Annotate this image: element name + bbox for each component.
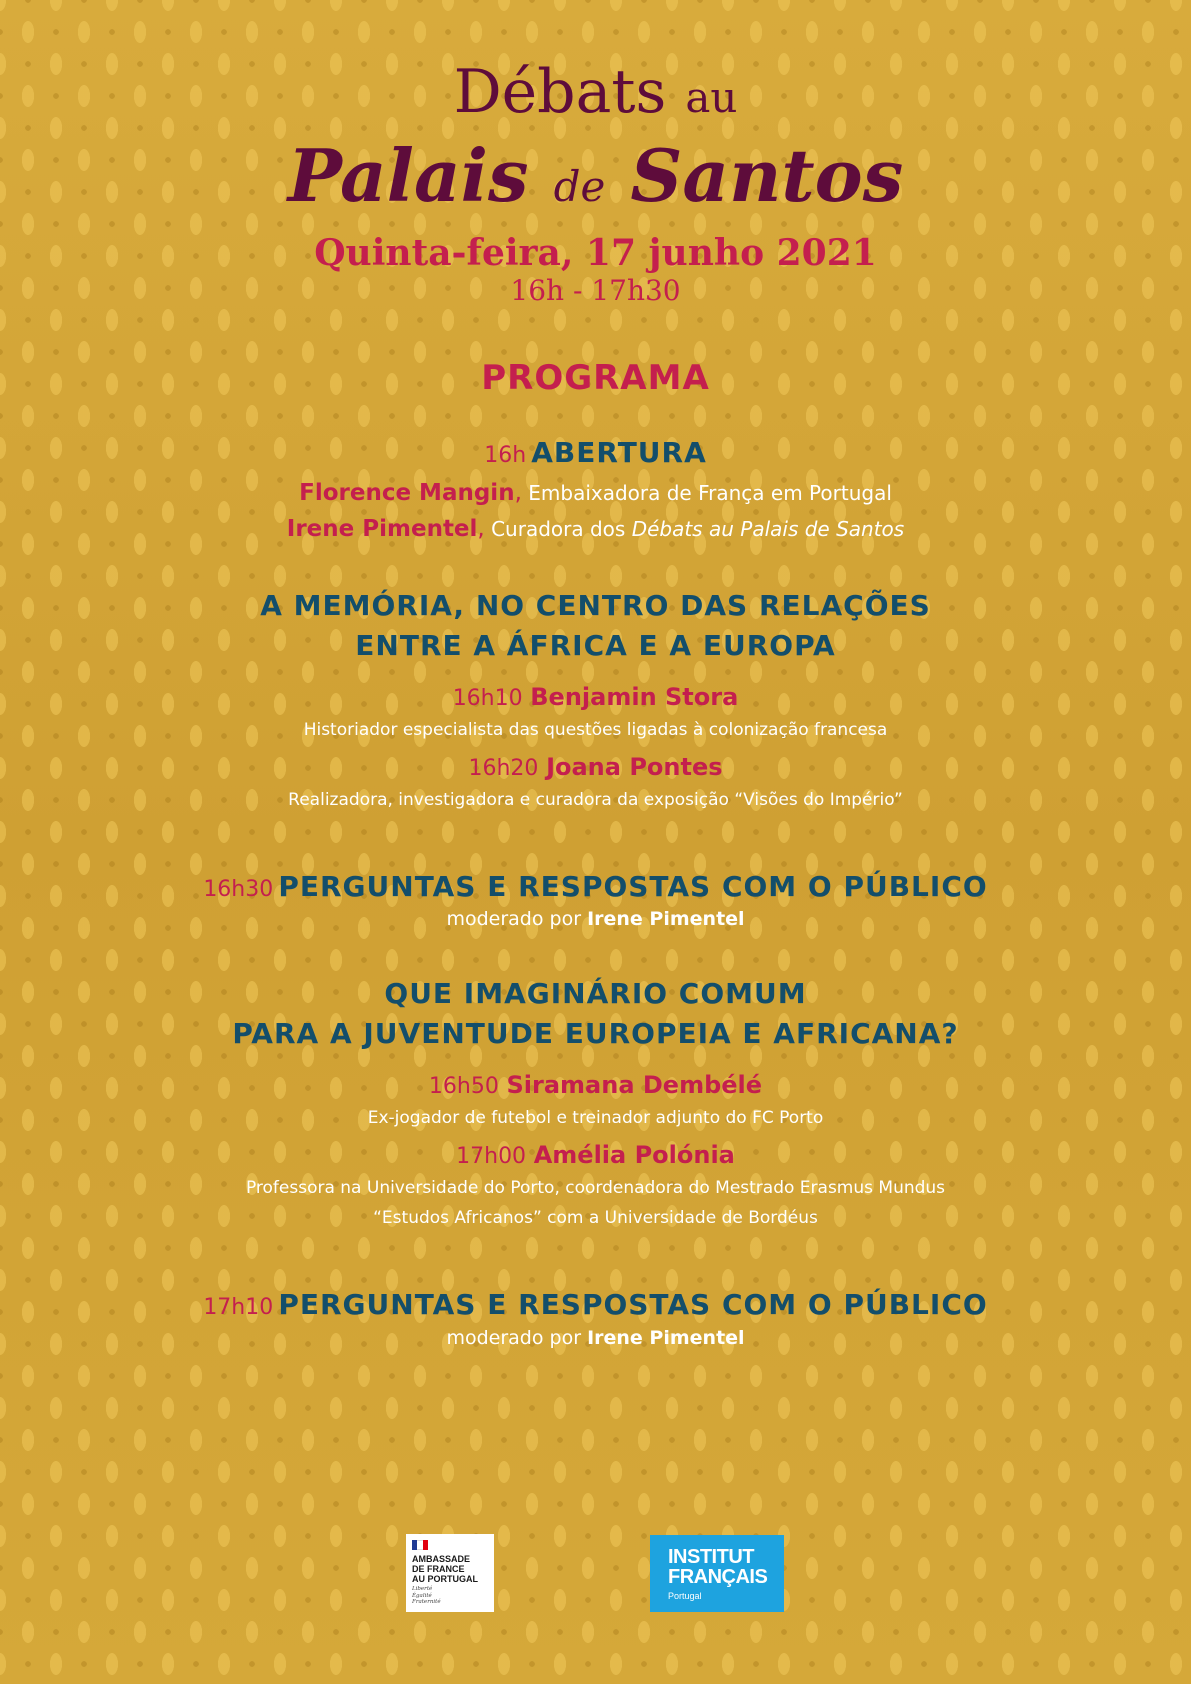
speaker-time: 16h50 xyxy=(428,1074,499,1099)
event-date: Quinta-feira, 17 junho 2021 xyxy=(314,232,877,274)
qa2-moderator xyxy=(0,1327,1191,1349)
institut-francais-logo xyxy=(650,1535,784,1612)
speaker-name: Joana Pontes xyxy=(546,753,723,781)
republic-motto xyxy=(412,1586,472,1606)
speaker-role: Curadora dos xyxy=(484,517,632,541)
title-au: au xyxy=(685,73,738,122)
qa1-title: PERGUNTAS E RESPOSTAS COM O PÚBLICO xyxy=(278,870,988,903)
section2-speaker-1 xyxy=(0,1071,1191,1099)
section2-speaker-2-desc2: “Estudos Africanos” com a Universidade de Bordéus xyxy=(373,1208,818,1228)
programa-heading: PROGRAMA xyxy=(481,358,710,398)
qa2-heading xyxy=(0,1288,1191,1321)
qa1-time: 16h30 xyxy=(203,877,274,902)
title-santos: Santos xyxy=(630,133,904,218)
francais-line: FRANÇAIS xyxy=(668,1566,768,1588)
abertura-speaker-2 xyxy=(0,516,1191,542)
separator: , xyxy=(514,480,522,506)
moderated-by: moderado por xyxy=(446,1327,582,1349)
speaker-time: 16h10 xyxy=(452,686,523,711)
section2-title-line1: QUE IMAGINÁRIO COMUM xyxy=(384,977,807,1010)
ambassade-de-france-logo xyxy=(406,1534,494,1612)
ambassade-text xyxy=(412,1554,492,1584)
ambassade-line: DE FRANCE xyxy=(412,1564,465,1574)
qa1-heading xyxy=(0,870,1191,903)
ambassade-line: AU PORTUGAL xyxy=(412,1574,478,1584)
abertura-time: 16h xyxy=(484,443,527,468)
section2-title-line2: PARA A JUVENTUDE EUROPEIA E AFRICANA? xyxy=(232,1017,959,1050)
motto-line: Liberté xyxy=(412,1586,433,1592)
section2-speaker-2-desc: Professora na Universidade do Porto, coordenadora do Mestrado Erasmus Mundus xyxy=(245,1178,946,1198)
qa2-title: PERGUNTAS E RESPOSTAS COM O PÚBLICO xyxy=(278,1288,988,1321)
abertura-title: ABERTURA xyxy=(531,436,707,469)
qa2-time: 17h10 xyxy=(203,1295,274,1320)
portugal-line: Portugal xyxy=(668,1591,702,1601)
section1-speaker-1 xyxy=(0,683,1191,711)
speaker-role: Embaixadora de França em Portugal xyxy=(521,481,892,505)
section2-speaker-1-desc: Ex-jogador de futebol e treinador adjunto do FC Porto xyxy=(367,1108,824,1128)
event-hours: 16h - 17h30 xyxy=(510,274,681,307)
title-debats: Débats xyxy=(453,57,667,127)
abertura-speaker-1 xyxy=(0,480,1191,506)
section1-title-line2: ENTRE A ÁFRICA E A EUROPA xyxy=(355,629,836,662)
moderated-by: moderado por xyxy=(446,908,582,930)
section1-speaker-2 xyxy=(0,753,1191,781)
moderator-name: Irene Pimentel xyxy=(587,1327,745,1349)
abertura-heading xyxy=(0,436,1191,469)
ambassade-line: AMBASSADE xyxy=(412,1554,471,1564)
speaker-name: Siramana Dembélé xyxy=(506,1071,763,1099)
title-de: de xyxy=(553,162,606,211)
separator: , xyxy=(477,516,485,542)
section1-speaker-1-desc: Historiador especialista das questões ligadas à colonização francesa xyxy=(303,720,888,740)
section1-speaker-2-desc: Realizadora, investigadora e curadora da exposição “Visões do Império” xyxy=(288,790,903,810)
section2-speaker-2 xyxy=(0,1141,1191,1169)
motto-line: Égalité xyxy=(412,1592,432,1599)
title-palais: Palais xyxy=(287,133,529,218)
speaker-name: Benjamin Stora xyxy=(530,683,739,711)
title-debats-au xyxy=(0,57,1191,127)
speaker-name: Amélia Polónia xyxy=(533,1141,735,1169)
motto-line: Fraternité xyxy=(412,1599,441,1605)
speaker-time: 16h20 xyxy=(468,756,539,781)
moderator-name: Irene Pimentel xyxy=(587,908,745,930)
speaker-role-italic: Débats au Palais de Santos xyxy=(631,517,905,541)
section1-title-line1: A MEMÓRIA, NO CENTRO DAS RELAÇÕES xyxy=(260,589,931,622)
french-flag-icon xyxy=(412,1540,428,1550)
speaker-name: Irene Pimentel xyxy=(286,516,478,542)
qa1-moderator xyxy=(0,908,1191,930)
institut-line: INSTITUT xyxy=(668,1546,754,1568)
speaker-name: Florence Mangin xyxy=(299,480,515,506)
title-palais-de-santos xyxy=(0,133,1191,218)
speaker-time: 17h00 xyxy=(456,1144,527,1169)
